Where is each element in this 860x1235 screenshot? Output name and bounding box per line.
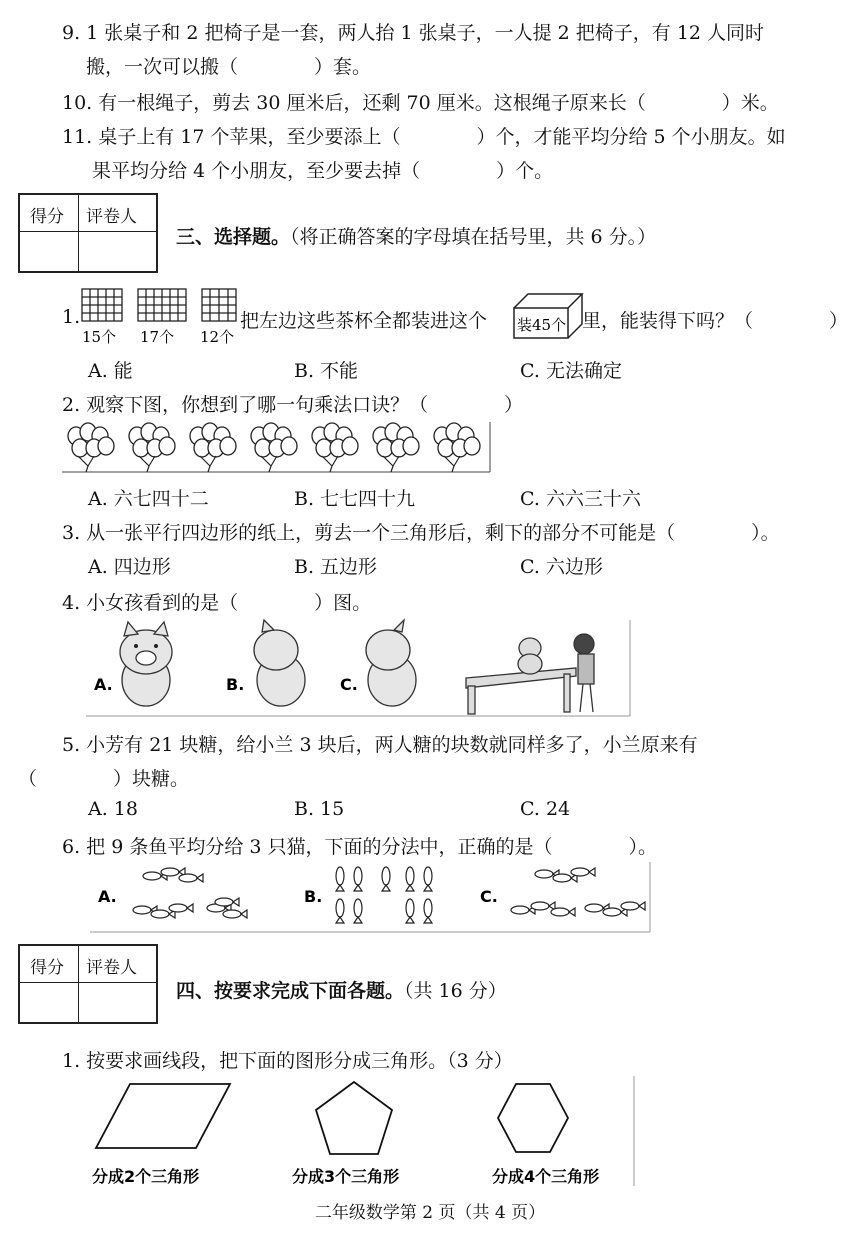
s3q2-text: 2. 观察下图，你想到了哪一句乘法口诀？（ ） bbox=[62, 394, 524, 416]
cup-count-2: 17个 bbox=[140, 328, 175, 346]
s3q3-option-c: C. 六边形 bbox=[520, 556, 603, 578]
section3-title: 三、选择题。 bbox=[176, 226, 291, 248]
fish-icon bbox=[336, 867, 344, 891]
page-footer: 二年级数学第 2 页（共 4 页） bbox=[314, 1203, 546, 1223]
q11-line2: 果平均分给 4 个小朋友，至少要去掉（ ）个。 bbox=[92, 160, 554, 182]
fish-icon bbox=[531, 902, 555, 910]
fish-icon bbox=[354, 899, 362, 923]
balloon-group bbox=[251, 423, 297, 472]
score-label-2: 得分 bbox=[30, 958, 64, 978]
fish-icon bbox=[621, 902, 645, 910]
balloon-group bbox=[373, 423, 419, 472]
caption-2-triangles: 分成2个三角形 bbox=[92, 1167, 200, 1186]
balloon-group bbox=[68, 423, 114, 472]
fish-icon bbox=[336, 899, 344, 923]
fish-groups-illustration bbox=[90, 862, 652, 934]
pentagon-shape bbox=[316, 1082, 392, 1154]
grader-label-2: 评卷人 bbox=[86, 958, 137, 978]
hexagon-shape bbox=[498, 1084, 568, 1152]
fish-label-a: A. bbox=[98, 887, 117, 906]
caption-3-triangles: 分成3个三角形 bbox=[292, 1167, 400, 1186]
fish-icon bbox=[215, 898, 239, 906]
shapes-illustration bbox=[86, 1076, 638, 1188]
s3q1-text-a: 把左边这些茶杯全都装进这个 bbox=[240, 310, 488, 332]
section4-note: （共 16 分） bbox=[404, 980, 507, 1002]
s3q5-option-c: C. 24 bbox=[520, 798, 571, 820]
s3q1-option-c: C. 无法确定 bbox=[520, 360, 622, 382]
balloon-group bbox=[434, 423, 480, 472]
score-box-2 bbox=[18, 944, 158, 1024]
s3q2-option-a: A. 六七四十二 bbox=[88, 488, 209, 510]
s3q1-text-b: 里，能装得下吗？（ ） bbox=[582, 310, 849, 332]
pig-label-a: A. bbox=[94, 675, 113, 694]
fish-icon bbox=[179, 874, 203, 882]
s3q3-text: 3. 从一张平行四边形的纸上，剪去一个三角形后，剩下的部分不可能是（ ）。 bbox=[62, 522, 780, 544]
fish-icon bbox=[406, 899, 414, 923]
fish-label-c: C. bbox=[480, 887, 498, 906]
q11-line1: 11. 桌子上有 17 个苹果，至少要添上（ ）个，才能平均分给 5 个小朋友。如 bbox=[62, 126, 786, 148]
cup-count-1: 15个 bbox=[82, 328, 117, 346]
score-box bbox=[18, 193, 158, 273]
section4-heading bbox=[176, 976, 507, 1003]
teacups-illustration bbox=[80, 287, 240, 347]
s3q5-option-a: A. 18 bbox=[88, 798, 138, 820]
fish-icon bbox=[382, 867, 390, 891]
score-label: 得分 bbox=[30, 207, 64, 227]
section3-heading bbox=[176, 222, 656, 249]
s3q2-option-c: C. 六六三十六 bbox=[520, 488, 641, 510]
fish-icon bbox=[551, 908, 575, 916]
fish-label-b: B. bbox=[304, 887, 323, 906]
cup-count-3: 12个 bbox=[200, 328, 235, 346]
s3q2-option-b: B. 七七四十九 bbox=[294, 488, 416, 510]
q9-line1: 9. 1 张桌子和 2 把椅子是一套，两人抬 1 张桌子，一人提 2 把椅子，有 12 人同时 bbox=[62, 22, 765, 44]
pig-label-b: B. bbox=[226, 675, 245, 694]
section3-note: （将正确答案的字母填在括号里，共 6 分。） bbox=[290, 226, 657, 248]
s3q1-number: 1. bbox=[62, 306, 81, 328]
balloon-group bbox=[129, 423, 175, 472]
s3q1-option-a: A. 能 bbox=[88, 360, 133, 382]
s4q1-text: 1. 按要求画线段，把下面的图形分成三角形。（3 分） bbox=[62, 1050, 513, 1072]
pig-label-c: C. bbox=[340, 675, 358, 694]
parallelogram-shape bbox=[96, 1084, 230, 1148]
balloons-illustration bbox=[62, 422, 492, 474]
balloon-group bbox=[190, 423, 236, 472]
fish-icon bbox=[223, 910, 247, 918]
fish-icon bbox=[424, 899, 432, 923]
s3q3-option-a: A. 四边形 bbox=[88, 556, 171, 578]
s3q3-option-b: B. 五边形 bbox=[294, 556, 378, 578]
box-icon bbox=[512, 292, 584, 342]
q10: 10. 有一根绳子，剪去 30 厘米后，还剩 70 厘米。这根绳子原来长（ ）米。 bbox=[62, 92, 779, 114]
s3q4-text: 4. 小女孩看到的是（ ）图。 bbox=[62, 592, 372, 614]
fish-icon bbox=[406, 867, 414, 891]
fish-icon bbox=[169, 904, 193, 912]
s3q5-line1: 5. 小芳有 21 块糖，给小兰 3 块后，两人糖的块数就同样多了，小兰原来有 bbox=[62, 734, 698, 756]
balloon-group bbox=[312, 423, 358, 472]
s3q5-option-b: B. 15 bbox=[294, 798, 345, 820]
grader-label: 评卷人 bbox=[86, 207, 137, 227]
s3q5-line2: （ ）块糖。 bbox=[18, 768, 190, 790]
q9-line2: 搬，一次可以搬（ ）套。 bbox=[86, 56, 372, 78]
fish-icon bbox=[354, 867, 362, 891]
s3q1-option-b: B. 不能 bbox=[294, 360, 359, 382]
box-label: 装45个 bbox=[517, 316, 567, 334]
fish-icon bbox=[424, 867, 432, 891]
fish-icon bbox=[571, 868, 595, 876]
pig-views-illustration bbox=[86, 618, 631, 718]
s3q6-text: 6. 把 9 条鱼平均分给 3 只猫，下面的分法中，正确的是（ ）。 bbox=[62, 836, 658, 858]
caption-4-triangles: 分成4个三角形 bbox=[492, 1167, 600, 1186]
section4-title: 四、按要求完成下面各题。 bbox=[176, 980, 405, 1002]
